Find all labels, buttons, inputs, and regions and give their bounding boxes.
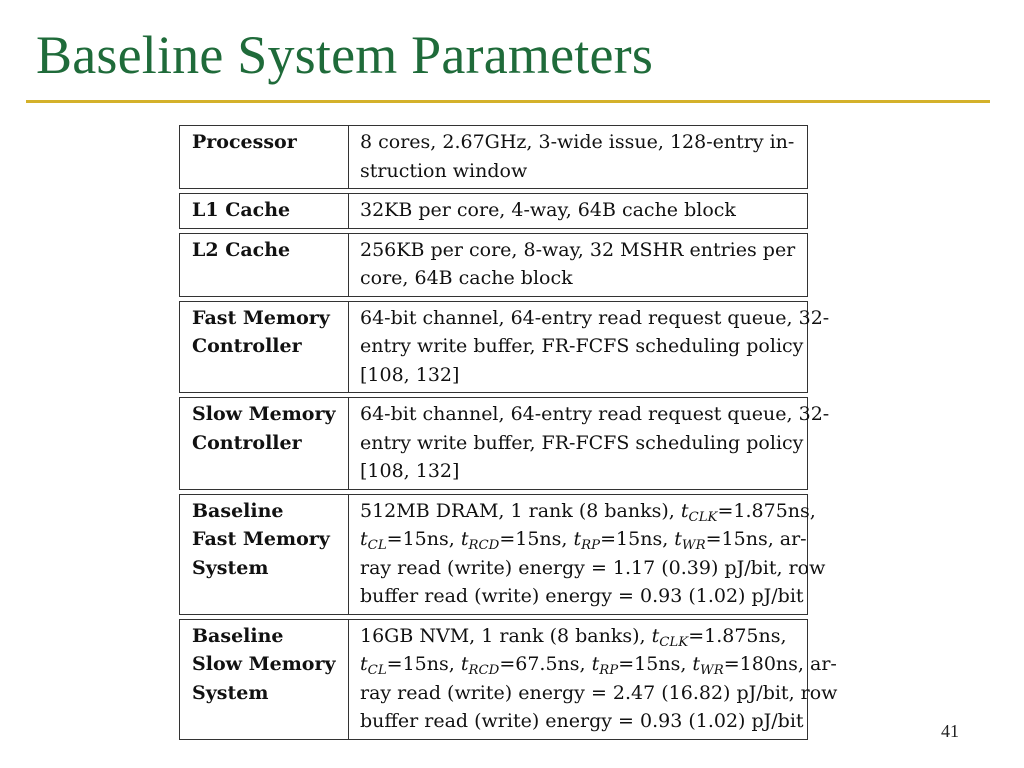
param-row-fast-memory-controller <box>179 301 830 394</box>
param-label: Baseline Fast Memory System <box>180 495 349 614</box>
param-row-baseline-fast-memory-system <box>179 494 826 615</box>
param-value: 64-bit channel, 64-entry read request queue, 32- entry write buffer, FR-FCFS scheduling policy [108, 132] <box>360 306 830 386</box>
param-value: 64-bit channel, 64-entry read request queue, 32- entry write buffer, FR-FCFS scheduling policy [108, 132] <box>360 403 830 482</box>
param-label: Processor <box>180 126 349 188</box>
param-value: 512MB DRAM, 1 rank (8 banks), $t_{CLK}=1.875ns$, $t_{CL}=15ns$, $t_{RCD}=15ns$, $t_{RP}=15ns$, $t_{WR}=15ns$, ar- ray read (write) energy = 1.17 (0.39) pJ/bit, row buffer read (write) energy = 0.93 (1.02) pJ/bit <box>360 499 826 607</box>
parameters-table <box>179 125 838 744</box>
param-value: 8 cores, 2.67GHz, 3-wide issue, 128-entry in- struction window <box>360 131 795 182</box>
param-row-processor <box>179 125 808 189</box>
param-label: Baseline Slow Memory System <box>180 620 349 739</box>
slide-title: Baseline System Parameters <box>36 25 654 85</box>
param-label: Slow Memory Controller <box>180 398 349 489</box>
param-label: Fast Memory Controller <box>180 302 349 393</box>
param-row-baseline-slow-memory-system <box>179 619 838 740</box>
param-row-l2-cache <box>179 233 808 297</box>
param-label: L2 Cache <box>180 234 349 296</box>
param-value: 32KB per core, 4-way, 64B cache block <box>360 199 736 221</box>
title-divider <box>26 100 990 103</box>
param-row-slow-memory-controller <box>179 397 830 490</box>
param-label: L1 Cache <box>180 194 349 228</box>
param-row-l1-cache <box>179 193 808 229</box>
param-value: 256KB per core, 8-way, 32 MSHR entries per core, 64B cache block <box>360 238 796 289</box>
param-value: 16GB NVM, 1 rank (8 banks), $t_{CLK}=1.875ns$, $t_{CL}=15ns$, $t_{RCD}=67.5ns$, $t_{RP}=15ns$, $t_{WR}=180ns$, ar- ray read (write) energy = 2.47 (16.82) pJ/bit, row buffer read (write) energy = 0.93 (1.02) pJ/bit <box>360 624 838 732</box>
page-number: 41 <box>941 721 959 741</box>
